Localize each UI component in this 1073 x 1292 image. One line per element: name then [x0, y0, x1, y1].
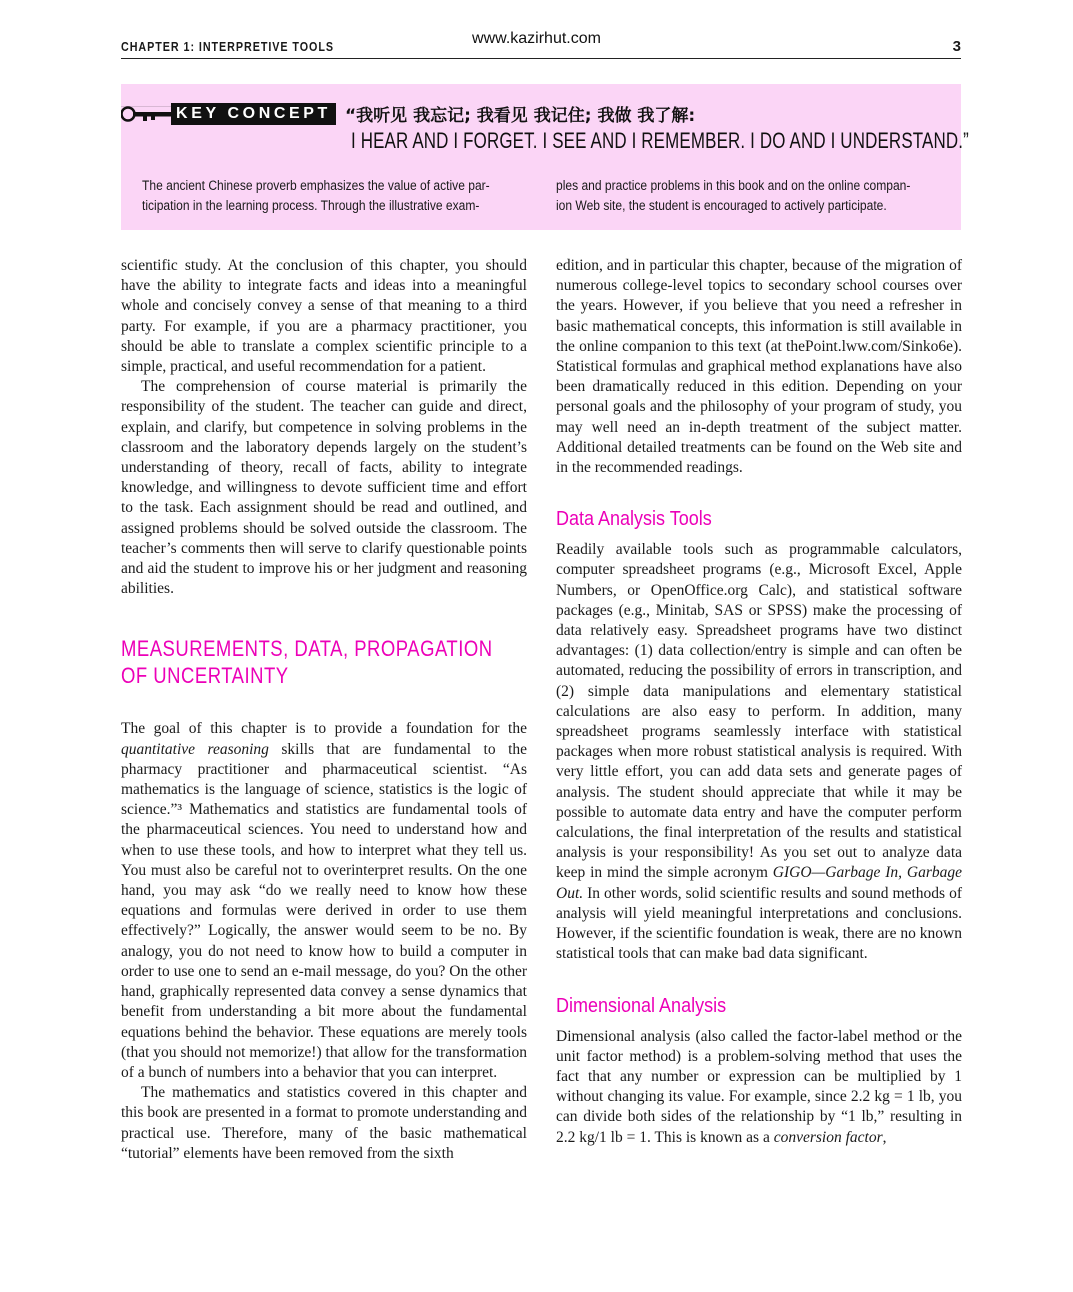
- key-body-line: ples and practice problems in this book and on the online compan-: [556, 178, 911, 193]
- section-heading-data-analysis-tools: Data Analysis Tools: [556, 508, 712, 531]
- running-head: [121, 40, 961, 59]
- key-icon: [121, 104, 171, 124]
- key-concept-badge: [121, 103, 339, 125]
- quote-english: I HEAR AND I FORGET. I SEE AND I REMEMBER. I DO AND I UNDERSTAND.”: [351, 128, 969, 153]
- paragraph: The comprehension of course material is primarily the responsibility of the student. The teacher can guide and direct, explain, and clarify, but competence in solving problems in the classroom and the laboratory depends largely on the student’s understanding of theory, recall of facts, ability to integrate knowledge, and willingness to devote sufficient time and effort to the task. Each assignment should be read and outlined, and assigned problems should be solved outside the classroom. The teacher’s comments then will serve to clarify questionable points and aid the student to improve his or her judgment and reasoning abilities.: [121, 378, 527, 598]
- key-concept-label: KEY CONCEPT: [171, 103, 336, 125]
- emphasis: GIGO—Garbage In, Garbage Out.: [556, 864, 962, 902]
- emphasis: quantitative reasoning: [121, 740, 269, 758]
- page-number: 3: [952, 38, 961, 55]
- key-concept-body-right: [556, 176, 951, 216]
- key-concept-body-left: [142, 176, 537, 216]
- left-column: [121, 256, 527, 1164]
- emphasis: conversion factor: [773, 1128, 883, 1146]
- key-body-line: ticipation in the learning process. Through the illustrative exam-: [142, 198, 480, 213]
- paragraph: edition, and in particular this chapter, because of the migration of numerous college-level topics to secondary school courses over the years. However, if you believe that you need a refresher in basic mathematical concepts, this information is still available in the online companion to this text (at thePoint.lww.com/Sinko6e). Statistical formulas and graphical method explanations have also been dramatically reduced in this edition. Depending on your personal goals and the philosophy of your program of study, you may well need an in-depth treatment of the subject matter. Additional detailed treatments can be found on the Web site and in the recommended readings.: [556, 257, 962, 477]
- section-heading-dimensional-analysis: Dimensional Analysis: [556, 994, 727, 1017]
- right-column: [556, 256, 962, 1148]
- key-body-line: ion Web site, the student is encouraged to actively participate.: [556, 198, 887, 213]
- quote-chinese: “我听见 我忘记; 我看见 我记住; 我做 我了解:: [345, 106, 696, 126]
- paragraph: Readily available tools such as programmable calculators, computer spreadsheet programs (e.g., Microsoft Excel, Apple Numbers, or OpenOffice.org Calc), and statistical software packages (e.g., Minitab, SAS or SPSS) make the processing of data relatively easy. Spreadsheet programs have two distinct advantages: (1) data collection/entry is simple and can often be automated, reducing the possibility of errors in transcription, and (2) simple data manipulations and elementary statistical calculations are also easy to perform. In addition, many spreadsheet programs seamlessly interface with statistical packages when more robust statistical analysis is required. With very little effort, you can add data sets and generate pages of analysis. The student should appreciate that while it may be possible to automate data entry and have the computer perform calculations, the final interpretation of the results and statistical analysis is your responsibility! As you set out to analyze data keep in mind the simple acronym GIGO—Garbage In, Garbage Out. In other words, solid scientific results and sound methods of analysis will yield meaningful interpretations and conclusions. However, if the scientific foundation is weak, there are no known statistical tools that can make bad data significant.: [556, 541, 962, 963]
- chapter-label: CHAPTER 1: INTERPRETIVE TOOLS: [121, 40, 334, 54]
- key-concept-box: [121, 84, 969, 230]
- paragraph: The goal of this chapter is to provide a foundation for the quantitative reasoning skills that are fundamental to the pharmacy practitioner and pharmaceutical scientist. “As mathematics is the language of science, statistics is the logic of science.”³ Mathematics and statistics are fundamental tools of the pharmaceutical sciences. You need to understand how and when to use these tools, and how to interpret what they tell us. You must also be careful not to overinterpret results. On the one hand, you may ask “do we really need to know how these equations and formulas were derived in order to use them effectively?” Logically, the answer would seem to be no. By analogy, you do not need to know how to build a computer in order to use one to send an e-mail message, do you? On the other hand, graphically represented data convey a sense dynamics that benefit from understanding a bit more about the fundamental equations behind the behavior. These equations are merely tools (that you should not memorize!) that allow for the transformation of a bunch of numbers into a behavior that you can interpret.: [121, 720, 527, 1081]
- key-body-line: The ancient Chinese proverb emphasizes the value of active par-: [142, 178, 490, 193]
- paragraph: The mathematics and statistics covered in this chapter and this book are presented in a format to promote understanding and practical use. Therefore, many of the basic mathematical “tutorial” elements have been removed from the sixth: [121, 1084, 527, 1162]
- section-heading-measurements: MEASUREMENTS, DATA, PROPAGATION OF UNCERTAINTY: [121, 636, 493, 689]
- paragraph: Dimensional analysis (also called the factor-label method or the unit factor method) is a problem-solving method that uses the fact that any number or expression can be multiplied by 1 without changing its value. For example, since 2.2 kg = 1 lb, you can divide both sides of the relationship by “1 lb,” resulting in 2.2 kg/1 lb = 1. This is known as a conversion factor,: [556, 1027, 962, 1146]
- watermark-url: www.kazirhut.com: [472, 30, 601, 47]
- paragraph: scientific study. At the conclusion of this chapter, you should have the ability to integrate facts and ideas into a meaningful whole and concisely convey a sense of that meaning to a third party. For example, if you are a pharmacy practitioner, you should be able to translate a complex scientific principle to a simple, practical, and useful recommendation for a patient.: [121, 257, 527, 376]
